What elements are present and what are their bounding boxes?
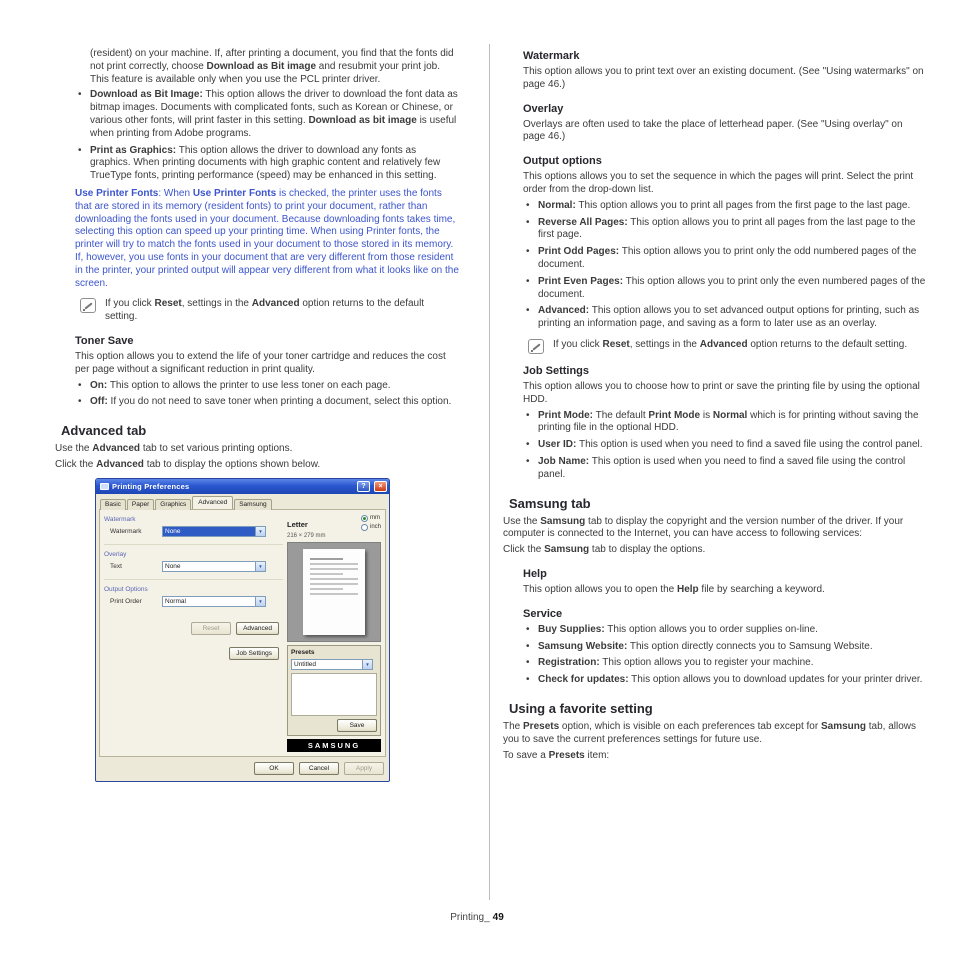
overlay-heading: Overlay: [523, 102, 564, 115]
print-order-label: Print Order: [110, 597, 142, 605]
tab-samsung[interactable]: Samsung: [234, 499, 271, 510]
chevron-down-icon[interactable]: ▼: [255, 527, 265, 536]
note-box: [80, 298, 459, 324]
watermark-group-title: Watermark: [104, 515, 136, 523]
watermark-row: [110, 526, 283, 537]
font-options-list: [75, 89, 459, 183]
unit-radios: [361, 514, 381, 539]
overlay-select[interactable]: [162, 561, 266, 572]
samsung-tab-p1: Use the Samsung tab to display the copyright and the version number of the driver. If your computer is connected to the Internet, you can have access to following services:: [503, 515, 904, 540]
toner-save-heading: Toner Save: [75, 334, 134, 347]
mm-radio-label: mm: [369, 515, 380, 522]
watermark-paragraph: This option allows you to print text over an existing document. (See "Using watermarks" on page 46.): [523, 66, 924, 90]
right-column: [503, 48, 927, 765]
overlay-group-title: Overlay: [104, 550, 127, 558]
output-options-heading: Output options: [523, 155, 602, 168]
radio-selected-icon: [361, 515, 368, 522]
bullet-item: • Advanced: This option allows you to set advanced output options for printing, such as printing an information page, and saving as a form to later use as an overlay.: [523, 305, 927, 331]
presets-title: Presets: [291, 648, 315, 656]
samsung-logo: SAMSUNG: [287, 739, 381, 752]
dialog-footer: [96, 757, 389, 781]
toner-save-intro: This option allows you to extend the life of your toner cartridge and reduces the cost per page without a significant reduction in print quality.: [75, 350, 446, 375]
pcl-font-section: [75, 48, 459, 409]
group-separator: [104, 544, 283, 545]
tab-advanced[interactable]: Advanced: [192, 496, 233, 509]
preview-pane: [287, 514, 381, 752]
radio-icon: [361, 524, 368, 531]
bullet-item: • Off: If you do not need to save toner when printing a document, select this option.: [75, 396, 459, 409]
inch-radio[interactable]: [361, 524, 381, 531]
dialog-body: [99, 509, 386, 757]
advanced-tab-heading: Advanced tab: [61, 423, 147, 439]
help-icon[interactable]: ?: [357, 481, 370, 492]
job-settings-heading: Job Settings: [523, 364, 590, 377]
dialog-tab-strip: [96, 494, 389, 509]
page-preview: [287, 542, 381, 642]
toner-save-list: [75, 380, 459, 410]
tab-basic[interactable]: Basic: [100, 499, 126, 510]
service-heading: Service: [523, 607, 563, 620]
print-order-select[interactable]: [162, 596, 266, 607]
watermark-label: Watermark: [110, 527, 142, 535]
preview-sheet: [303, 549, 365, 635]
print-order-row: [110, 596, 283, 607]
job-settings-button[interactable]: Job Settings: [229, 647, 279, 660]
close-icon[interactable]: ×: [374, 481, 387, 492]
paper-name: Letter: [287, 519, 308, 529]
tab-paper[interactable]: Paper: [127, 499, 154, 510]
note-pencil-icon: [528, 339, 544, 354]
note-text: If you click Reset, settings in the Advanced option returns to the default setting.: [105, 298, 425, 323]
paper-size: 216 × 279 mm: [287, 532, 326, 539]
bullet-item: • Print Odd Pages: This option allows you to print only the odd numbered pages of the document.: [523, 246, 927, 272]
bullet-item: • User ID: This option is used when you need to find a saved file using the control panel.: [523, 439, 927, 452]
help-heading: Help: [523, 567, 547, 580]
bullet-item: • Check for updates: This option allows you to download updates for your printer driver.: [523, 674, 927, 687]
page-footer: [0, 912, 954, 923]
footer-section-label: Printing_: [450, 912, 490, 923]
apply-button[interactable]: Apply: [344, 762, 384, 775]
output-options-intro: This options allows you to set the sequence in which the pages will print. Select the print order from the drop-down list.: [523, 171, 914, 195]
output-options-group-title: Output Options: [104, 585, 148, 593]
bullet-item: • Download as Bit Image: This option allows the driver to download the font data as bitmap images. Documents with complicated fonts, such as Korean or Chinese, or various other fonts, will print faster in this setting. Download as bit image is useful when printing from Adobe programs.: [75, 89, 459, 140]
note-pencil-icon: [80, 298, 96, 313]
favorite-setting-p1: The Presets option, which is visible on each preferences tab except for Samsung tab, allows you to save the current preferences settings for future use.: [503, 720, 917, 745]
note-text: If you click Reset, settings in the Advanced option returns to the default setting.: [553, 338, 908, 350]
bullet-item: • Buy Supplies: This option allows you to order supplies on-line.: [523, 624, 927, 637]
presets-select[interactable]: [291, 659, 373, 670]
printer-icon: [100, 483, 109, 490]
printing-preferences-dialog: [95, 478, 390, 782]
options-pane: [104, 514, 283, 752]
column-divider: [489, 44, 490, 900]
note-box: [528, 339, 927, 354]
chevron-down-icon[interactable]: ▼: [255, 597, 265, 606]
bullet-item: • Print Even Pages: This option allows you to print only the even numbered pages of the document.: [523, 276, 927, 302]
job-settings-row: [104, 647, 279, 660]
inch-radio-label: inch: [369, 524, 381, 531]
bullet-item: • Reverse All Pages: This option allows you to print all pages from the last page to the first page.: [523, 217, 927, 243]
page-number: 49: [492, 912, 504, 923]
advanced-subtopics: [523, 50, 927, 482]
bullet-item: • Print as Graphics: This option allows the driver to download any fonts as graphics. When printing documents with high graphic content and relatively few TrueType fonts, printing performance (speed) may be enhanced in this setting.: [75, 145, 459, 183]
overlay-text-label: Text: [110, 562, 122, 570]
ok-button[interactable]: OK: [254, 762, 294, 775]
print-order-value: Normal: [165, 597, 186, 605]
samsung-tab-p2: Click the Samsung tab to display the options.: [503, 544, 706, 556]
dialog-title: Printing Preferences: [112, 481, 190, 491]
job-settings-intro: This option allows you to choose how to print or save the printing file by using the optional HDD.: [523, 380, 920, 405]
bullet-item: • Normal: This option allows you to print all pages from the first page to the last page.: [523, 200, 927, 213]
output-options-list: [523, 200, 927, 331]
group-separator: [104, 579, 283, 580]
cancel-button[interactable]: Cancel: [299, 762, 339, 775]
bullet-item: • Registration: This option allows you to register your machine.: [523, 657, 927, 670]
presets-list[interactable]: [291, 673, 377, 716]
samsung-subtopics: [523, 568, 927, 687]
continuation-paragraph: (resident) on your machine. If, after printing a document, you find that the fonts did not print correctly, choose Download as Bit image and resubmit your print job. This feature is available only when you use the PCL printer driver.: [90, 48, 454, 85]
advanced-tab-p1: Use the Advanced tab to set various printing options.: [55, 443, 293, 455]
watermark-value: None: [163, 527, 255, 536]
service-list: [523, 624, 927, 687]
bullet-item: • On: This option to allows the printer to use less toner on each page.: [75, 380, 459, 393]
presets-panel: [287, 645, 381, 736]
paper-info: [287, 514, 381, 539]
mm-radio[interactable]: [361, 515, 381, 522]
dialog-titlebar: [96, 479, 389, 494]
advanced-tab-p2: Click the Advanced tab to display the options shown below.: [55, 458, 321, 470]
favorite-setting-heading: Using a favorite setting: [509, 700, 653, 716]
watermark-select[interactable]: [162, 526, 266, 537]
advanced-button[interactable]: Advanced: [236, 622, 279, 635]
overlay-paragraph: Overlays are often used to take the place of letterhead paper. (See "Using overlay" on page 46.): [523, 118, 903, 143]
bullet-item: • Job Name: This option is used when you need to find a saved file using the control panel.: [523, 456, 927, 482]
help-paragraph: This option allows you to open the Help file by searching a keyword.: [523, 583, 825, 595]
overlay-row: [110, 561, 283, 572]
chevron-down-icon[interactable]: ▼: [362, 660, 372, 669]
save-button[interactable]: Save: [337, 719, 377, 732]
bullet-item: • Samsung Website: This option directly connects you to Samsung Website.: [523, 641, 927, 654]
overlay-value: None: [165, 562, 181, 570]
presets-value: Untitled: [294, 660, 317, 668]
samsung-tab-heading: Samsung tab: [509, 495, 591, 511]
job-settings-list: [523, 410, 927, 482]
chevron-down-icon[interactable]: ▼: [255, 562, 265, 571]
tab-graphics[interactable]: Graphics: [155, 499, 191, 510]
favorite-setting-p2: To save a Presets item:: [503, 749, 610, 761]
left-column: [55, 48, 459, 782]
watermark-heading: Watermark: [523, 50, 580, 62]
save-row: [291, 719, 377, 732]
bullet-item: • Print Mode: The default Print Mode is Normal which is for printing without saving the printing file in the optional HDD.: [523, 410, 927, 436]
use-printer-fonts-paragraph: Use Printer Fonts: When Use Printer Fonts is checked, the printer uses the fonts that are stored in its memory (resident fonts) to print your document, rather than downloading the fonts used in your document. Because downloading fonts takes time, selecting this option can speed up your printing time. When using Printer fonts, the printer will try to match the fonts used in your document to those stored in its memory. If, however, you use fonts in your document that are very different from those resident in the printer, your printed output will appear very different from what it looks like on the screen.: [75, 187, 459, 289]
reset-button[interactable]: Reset: [191, 622, 231, 635]
reset-advanced-row: [104, 622, 279, 635]
